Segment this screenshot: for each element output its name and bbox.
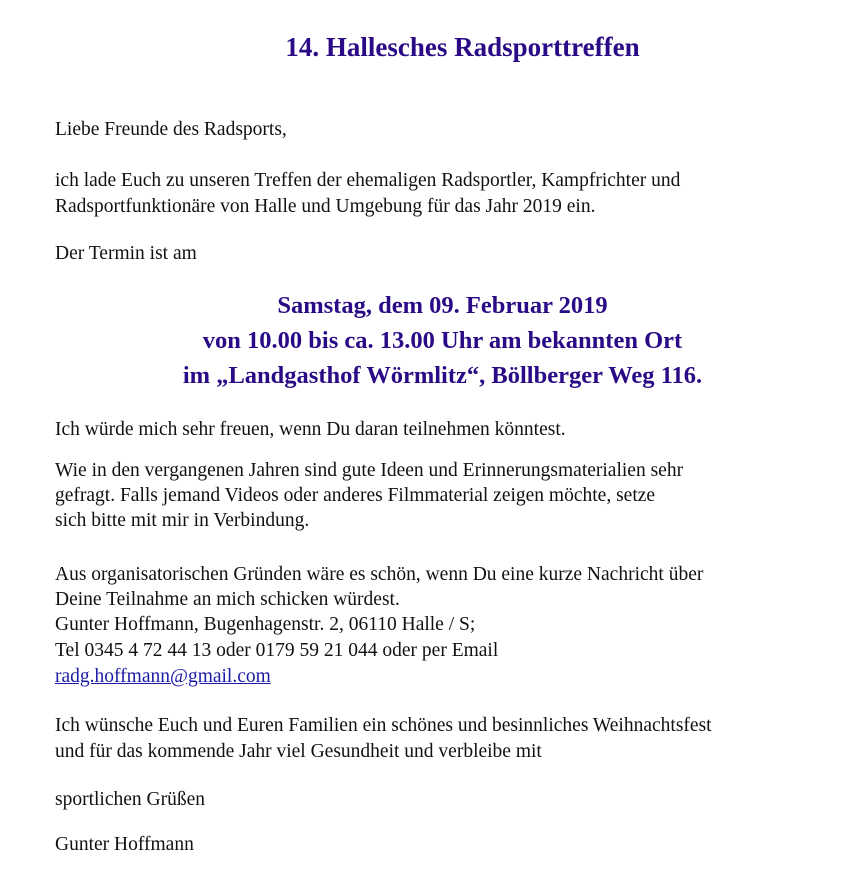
ideas-line-2: gefragt. Falls jemand Videos oder anderes Filmmaterial zeigen möchte, setze [55,485,656,506]
intro-line-2: Radsportfunktionäre von Halle und Umgebung für das Jahr 2019 ein. [55,196,596,217]
signature: Gunter Hoffmann [55,834,194,855]
closing: sportlichen Grüßen [55,789,206,810]
contact-address: Gunter Hoffmann, Bugenhagenstr. 2, 06110 Halle / S; [55,614,476,635]
intro-line-1: ich lade Euch zu unseren Treffen der ehemaligen Radsportler, Kampfrichter und [55,170,681,191]
contact-line-1: Aus organisatorischen Gründen wäre es schön, wenn Du eine kurze Nachricht über [55,564,704,585]
wishes-line-2: und für das kommende Jahr viel Gesundheit und verbleibe mit [55,741,542,762]
ideas-line-1: Wie in den vergangenen Jahren sind gute Ideen und Erinnerungsmaterialien sehr [55,460,684,481]
email-link[interactable]: radg.hoffmann@gmail.com [55,666,271,687]
event-time: von 10.00 bis ca. 13.00 Uhr am bekannten Ort [202,327,683,354]
invite-text: Ich würde mich sehr freuen, wenn Du daran teilnehmen könntest. [55,419,566,440]
wishes-line-1: Ich wünsche Euch und Euren Familien ein schönes und besinnliches Weihnachtsfest [55,715,712,736]
greeting: Liebe Freunde des Radsports, [55,119,287,140]
contact-line-2: Deine Teilnahme an mich schicken würdest. [55,589,400,610]
ideas-line-3: sich bitte mit mir in Verbindung. [55,510,310,531]
event-location: im „Landgasthof Wörmlitz“, Böllberger Weg 116. [182,362,703,389]
page-title: 14. Hallesches Radsporttreffen [285,32,640,62]
termin-label: Der Termin ist am [55,243,197,264]
contact-phone: Tel 0345 4 72 44 13 oder 0179 59 21 044 oder per Email [55,640,499,661]
event-date: Samstag, dem 09. Februar 2019 [277,292,608,319]
